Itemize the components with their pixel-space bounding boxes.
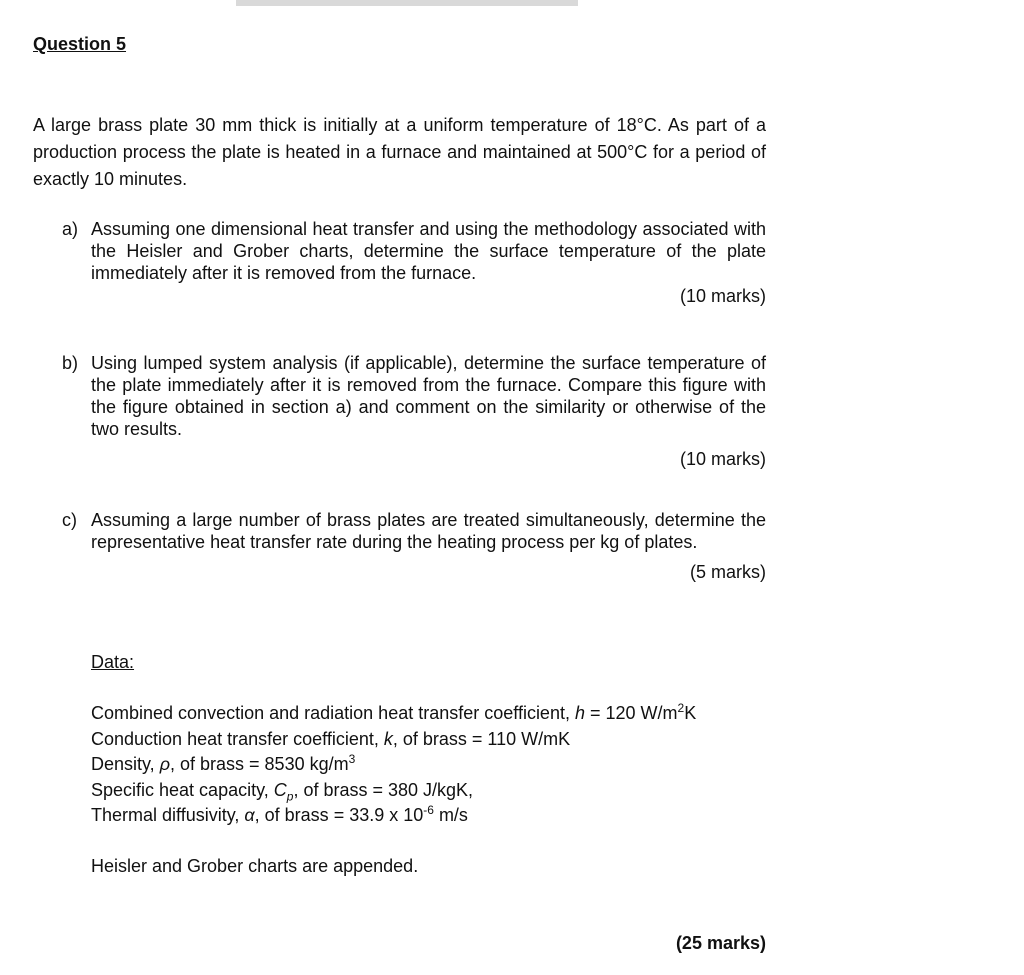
- part-b: [62, 352, 766, 470]
- part-b-letter: b): [62, 353, 79, 373]
- data-k: Conduction heat transfer coefficient, k, of brass = 110 W/mK: [91, 728, 571, 749]
- data-list: [91, 701, 771, 829]
- part-a-text: Assuming one dimensional heat transfer and using the methodology associated with the Heisler and Grober charts, determine the surface temperature of the plate immediately after it is removed from the furnace.: [91, 219, 766, 283]
- part-a-marks: (10 marks): [679, 286, 766, 306]
- top-scroll-bar: [236, 0, 578, 6]
- part-c: [62, 509, 766, 583]
- question-title: Question 5: [33, 34, 127, 54]
- total-marks: (25 marks): [675, 933, 766, 953]
- part-c-text: Assuming a large number of brass plates are treated simultaneously, determine the representative heat transfer rate during the heating process per kg of plates.: [91, 510, 766, 552]
- part-a: [62, 218, 766, 307]
- charts-note: Heisler and Grober charts are appended.: [91, 856, 419, 876]
- data-rho: Density, ρ, of brass = 8530 $kg/m^3$: [91, 752, 356, 774]
- data-h: Combined convection and radiation heat transfer coefficient, h = 120 $W/m^2K$: [91, 701, 697, 723]
- part-c-letter: c): [62, 510, 77, 530]
- part-b-text: Using lumped system analysis (if applicable), determine the surface temperature of the plate immediately after it is removed from the furnace. Compare this figure with the figure obtained in section a) and comment on the similarity or otherwise of the two results.: [91, 353, 766, 439]
- part-a-letter: a): [62, 219, 79, 239]
- data-heading: Data:: [91, 652, 135, 672]
- question-intro: A large brass plate 30 mm thick is initially at a uniform temperature of 18°C. As part of a production process the plate is heated in a furnace and maintained at 500°C for a period of exactly 10 minutes.: [33, 115, 766, 189]
- part-c-marks: (5 marks): [690, 562, 766, 582]
- data-cp: Specific heat capacity, $C_p$, of brass = 380 J/kgK,: [91, 779, 474, 804]
- part-b-marks: (10 marks): [679, 449, 766, 469]
- data-alpha: Thermal diffusivity, α, of brass = 33.9 x $10^{-6}$ m/s: [91, 803, 468, 825]
